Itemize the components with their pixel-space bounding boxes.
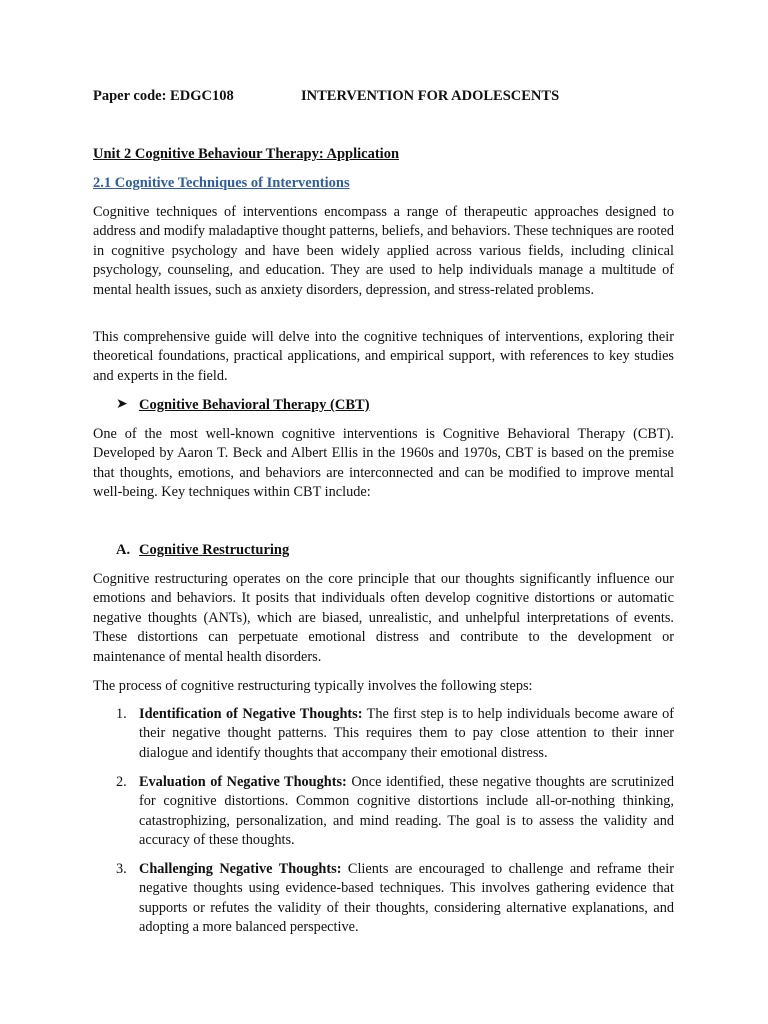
list-body <box>139 860 674 938</box>
steps-intro: The process of cognitive restructuring typically involves the following steps: <box>93 678 533 694</box>
list-text: Clients are encouraged to challenge and reframe their negative thoughts using evidence-based techniques. This involves gathering evidence that supports or refutes the validity of their thoughts, considering alternative explanations, and adopting a more balanced perspective. <box>139 861 674 936</box>
restructuring-paragraph: Cognitive restructuring operates on the core principle that our thoughts significantly influence our emotions and behaviors. It posits that individuals often develop cognitive distortions or automatic negative thoughts (ANTs), which are biased, unrealistic, and unhelpful interpretations of events. These distortions can perpetuate emotional distress and contribute to the development or maintenance of mental health disorders. <box>93 571 674 665</box>
cbt-paragraph: One of the most well-known cognitive interventions is Cognitive Behavioral Therapy (CBT). Developed by Aaron T. Beck and Albert Ellis in the 1960s and 1970s, CBT is based on the premise that thoughts, emotions, and behaviors are interconnected and can be modified to improve mental well-being. Key techniques within CBT include: <box>93 426 674 501</box>
paper-code: Paper code: EDGC108 <box>93 88 234 104</box>
arrow-bullet-icon: ➤ <box>116 397 128 412</box>
list-title: Identification of Negative Thoughts: <box>139 706 363 722</box>
list-body <box>139 705 674 763</box>
list-number: 2. <box>116 774 127 790</box>
list-number: 3. <box>116 861 127 877</box>
unit-title: Unit 2 Cognitive Behaviour Therapy: Application <box>93 146 400 162</box>
intro-paragraph: Cognitive techniques of interventions encompass a range of therapeutic approaches designed to address and modify maladaptive thought patterns, beliefs, and behaviors. These techniques are rooted in cognitive psychology and have been widely applied across various fields, including clinical psychology, counseling, and education. They are used to help individuals manage a multitude of mental health issues, such as anxiety disorders, depression, and stress-related problems. <box>93 204 674 298</box>
list-title: Evaluation of Negative Thoughts: <box>139 774 347 790</box>
section-marker-a: A. <box>116 542 131 558</box>
guide-paragraph: This comprehensive guide will delve into the cognitive techniques of interventions, exploring their theoretical foundations, practical applications, and empirical support, with references to key studies and experts in the field. <box>93 329 674 384</box>
restructuring-heading: Cognitive Restructuring <box>139 542 290 558</box>
list-text: Once identified, these negative thoughts are scrutinized for cognitive distortions. Common cognitive distortions include all-or-nothing thinking, catastrophizing, personalization, and mind reading. The goal is to assess the validity and accuracy of these thoughts. <box>139 774 674 849</box>
cbt-heading: Cognitive Behavioral Therapy (CBT) <box>139 397 370 413</box>
list-body <box>139 773 674 851</box>
list-title: Challenging Negative Thoughts: <box>139 861 342 877</box>
list-text: The first step is to help individuals become aware of their negative thought patterns. This requires them to pay close attention to their inner dialogue and identify thoughts that accompany their emotional distress. <box>139 706 674 761</box>
list-number: 1. <box>116 706 127 722</box>
course-title: INTERVENTION FOR ADOLESCENTS <box>301 88 560 104</box>
section-heading: 2.1 Cognitive Techniques of Interventions <box>93 175 350 191</box>
